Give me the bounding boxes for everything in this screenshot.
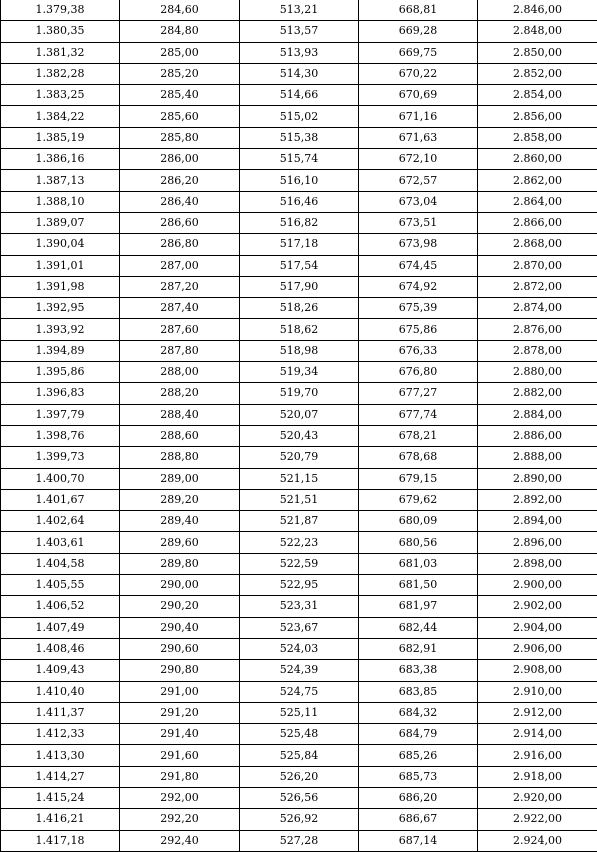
table-cell: 1.405,55 — [1, 575, 120, 596]
table-cell: 521,87 — [240, 511, 359, 532]
table-cell: 288,40 — [120, 404, 240, 425]
table-row — [1, 298, 597, 319]
table-cell: 1.411,37 — [1, 702, 120, 723]
table-cell: 685,73 — [359, 766, 478, 787]
table-cell: 290,80 — [120, 660, 240, 681]
table-row — [1, 42, 597, 63]
table-row — [1, 489, 597, 510]
table-cell: 285,80 — [120, 127, 240, 148]
table-row — [1, 170, 597, 191]
table-cell: 289,00 — [120, 468, 240, 489]
table-cell: 676,80 — [359, 362, 478, 383]
table-cell: 1.390,04 — [1, 234, 120, 255]
table-cell: 2.898,00 — [478, 553, 597, 574]
table-cell: 678,21 — [359, 425, 478, 446]
table-cell: 285,20 — [120, 63, 240, 84]
table-cell: 1.412,33 — [1, 724, 120, 745]
table-cell: 2.890,00 — [478, 468, 597, 489]
table-cell: 289,60 — [120, 532, 240, 553]
table-row — [1, 638, 597, 659]
table-cell: 514,66 — [240, 85, 359, 106]
table-cell: 291,20 — [120, 702, 240, 723]
table-row — [1, 575, 597, 596]
table-cell: 679,62 — [359, 489, 478, 510]
table-row — [1, 149, 597, 170]
table-cell: 675,39 — [359, 298, 478, 319]
table-cell: 524,03 — [240, 638, 359, 659]
table-cell: 520,79 — [240, 447, 359, 468]
table-cell: 288,20 — [120, 383, 240, 404]
table-cell: 291,80 — [120, 766, 240, 787]
table-row — [1, 63, 597, 84]
table-cell: 686,20 — [359, 787, 478, 808]
table-cell: 686,67 — [359, 809, 478, 830]
table-cell: 523,31 — [240, 596, 359, 617]
table-cell: 670,22 — [359, 63, 478, 84]
table-cell: 1.396,83 — [1, 383, 120, 404]
table-cell: 681,50 — [359, 575, 478, 596]
table-cell: 2.884,00 — [478, 404, 597, 425]
table-cell: 2.908,00 — [478, 660, 597, 681]
table-cell: 287,80 — [120, 340, 240, 361]
table-cell: 2.846,00 — [478, 0, 597, 21]
table-row — [1, 511, 597, 532]
table-cell: 1.401,67 — [1, 489, 120, 510]
table-cell: 516,46 — [240, 191, 359, 212]
table-row — [1, 362, 597, 383]
table-cell: 669,75 — [359, 42, 478, 63]
table-cell: 681,97 — [359, 596, 478, 617]
table-cell: 2.852,00 — [478, 63, 597, 84]
table-cell: 527,28 — [240, 830, 359, 851]
table-row — [1, 0, 597, 21]
table-cell: 288,60 — [120, 425, 240, 446]
table-cell: 2.866,00 — [478, 212, 597, 233]
table-cell: 520,07 — [240, 404, 359, 425]
table-cell: 518,26 — [240, 298, 359, 319]
table-row — [1, 830, 597, 851]
table-cell: 525,11 — [240, 702, 359, 723]
table-row — [1, 255, 597, 276]
table-cell: 2.900,00 — [478, 575, 597, 596]
table-row — [1, 766, 597, 787]
table-cell: 518,98 — [240, 340, 359, 361]
table-cell: 2.882,00 — [478, 383, 597, 404]
table-cell: 2.912,00 — [478, 702, 597, 723]
table-cell: 515,38 — [240, 127, 359, 148]
table-cell: 1.382,28 — [1, 63, 120, 84]
table-cell: 1.404,58 — [1, 553, 120, 574]
table-cell: 286,00 — [120, 149, 240, 170]
table-cell: 517,18 — [240, 234, 359, 255]
table-cell: 2.894,00 — [478, 511, 597, 532]
table-cell: 1.389,07 — [1, 212, 120, 233]
table-cell: 1.409,43 — [1, 660, 120, 681]
table-cell: 2.920,00 — [478, 787, 597, 808]
table-cell: 673,51 — [359, 212, 478, 233]
table-cell: 515,02 — [240, 106, 359, 127]
table-cell: 2.888,00 — [478, 447, 597, 468]
table-cell: 1.408,46 — [1, 638, 120, 659]
table-row — [1, 809, 597, 830]
table-cell: 1.391,98 — [1, 276, 120, 297]
table-row — [1, 745, 597, 766]
table-cell: 286,20 — [120, 170, 240, 191]
table-cell: 1.416,21 — [1, 809, 120, 830]
table-row — [1, 106, 597, 127]
table-cell: 286,40 — [120, 191, 240, 212]
table-cell: 289,20 — [120, 489, 240, 510]
table-cell: 519,70 — [240, 383, 359, 404]
table-cell: 2.860,00 — [478, 149, 597, 170]
table-cell: 287,60 — [120, 319, 240, 340]
table-cell: 1.379,38 — [1, 0, 120, 21]
table-cell: 675,86 — [359, 319, 478, 340]
table-row — [1, 212, 597, 233]
table-cell: 682,44 — [359, 617, 478, 638]
table-cell: 520,43 — [240, 425, 359, 446]
table-row — [1, 404, 597, 425]
table-cell: 1.381,32 — [1, 42, 120, 63]
table-cell: 2.910,00 — [478, 681, 597, 702]
table-cell: 672,10 — [359, 149, 478, 170]
table-cell: 521,15 — [240, 468, 359, 489]
table-cell: 290,20 — [120, 596, 240, 617]
table-cell: 2.868,00 — [478, 234, 597, 255]
table-cell: 1.393,92 — [1, 319, 120, 340]
table-cell: 679,15 — [359, 468, 478, 489]
table-cell: 680,09 — [359, 511, 478, 532]
table-cell: 1.407,49 — [1, 617, 120, 638]
table-row — [1, 724, 597, 745]
table-cell: 513,57 — [240, 21, 359, 42]
table-cell: 288,80 — [120, 447, 240, 468]
table-cell: 2.850,00 — [478, 42, 597, 63]
table-cell: 677,27 — [359, 383, 478, 404]
table-cell: 1.387,13 — [1, 170, 120, 191]
table-cell: 1.385,19 — [1, 127, 120, 148]
table-cell: 513,21 — [240, 0, 359, 21]
table-cell: 683,38 — [359, 660, 478, 681]
table-cell: 517,90 — [240, 276, 359, 297]
table-row — [1, 681, 597, 702]
table-cell: 2.904,00 — [478, 617, 597, 638]
table-cell: 284,60 — [120, 0, 240, 21]
table-cell: 1.394,89 — [1, 340, 120, 361]
table-cell: 290,00 — [120, 575, 240, 596]
table-cell: 526,20 — [240, 766, 359, 787]
table-row — [1, 787, 597, 808]
table-cell: 284,80 — [120, 21, 240, 42]
table-row — [1, 532, 597, 553]
table-cell: 671,16 — [359, 106, 478, 127]
table-cell: 522,23 — [240, 532, 359, 553]
table-cell: 1.413,30 — [1, 745, 120, 766]
table-row — [1, 447, 597, 468]
table-cell: 671,63 — [359, 127, 478, 148]
table-cell: 526,92 — [240, 809, 359, 830]
table-cell: 2.914,00 — [478, 724, 597, 745]
table-cell: 1.391,01 — [1, 255, 120, 276]
table-cell: 2.872,00 — [478, 276, 597, 297]
table-cell: 2.892,00 — [478, 489, 597, 510]
table-cell: 678,68 — [359, 447, 478, 468]
table-cell: 289,80 — [120, 553, 240, 574]
table-cell: 291,40 — [120, 724, 240, 745]
table-cell: 1.386,16 — [1, 149, 120, 170]
table-cell: 292,40 — [120, 830, 240, 851]
table-cell: 685,26 — [359, 745, 478, 766]
table-row — [1, 596, 597, 617]
table-cell: 287,20 — [120, 276, 240, 297]
table-cell: 524,39 — [240, 660, 359, 681]
table-cell: 525,84 — [240, 745, 359, 766]
table-cell: 2.854,00 — [478, 85, 597, 106]
table-cell: 1.415,24 — [1, 787, 120, 808]
table-cell: 514,30 — [240, 63, 359, 84]
table-cell: 290,40 — [120, 617, 240, 638]
table-cell: 681,03 — [359, 553, 478, 574]
table-cell: 1.403,61 — [1, 532, 120, 553]
table-body — [1, 0, 597, 851]
table-cell: 1.400,70 — [1, 468, 120, 489]
table-row — [1, 127, 597, 148]
table-cell: 292,00 — [120, 787, 240, 808]
table-cell: 292,20 — [120, 809, 240, 830]
table-cell: 680,56 — [359, 532, 478, 553]
table-cell: 684,79 — [359, 724, 478, 745]
table-row — [1, 617, 597, 638]
table-cell: 521,51 — [240, 489, 359, 510]
table-cell: 1.380,35 — [1, 21, 120, 42]
table-cell: 525,48 — [240, 724, 359, 745]
table-cell: 522,59 — [240, 553, 359, 574]
table-cell: 518,62 — [240, 319, 359, 340]
table-cell: 687,14 — [359, 830, 478, 851]
table-cell: 670,69 — [359, 85, 478, 106]
table-cell: 285,40 — [120, 85, 240, 106]
table-cell: 1.406,52 — [1, 596, 120, 617]
table-cell: 2.902,00 — [478, 596, 597, 617]
table-cell: 2.918,00 — [478, 766, 597, 787]
table-cell: 522,95 — [240, 575, 359, 596]
table-row — [1, 425, 597, 446]
table-cell: 287,40 — [120, 298, 240, 319]
table-cell: 2.848,00 — [478, 21, 597, 42]
table-cell: 286,80 — [120, 234, 240, 255]
table-cell: 1.402,64 — [1, 511, 120, 532]
table-cell: 513,93 — [240, 42, 359, 63]
table-cell: 2.896,00 — [478, 532, 597, 553]
table-cell: 676,33 — [359, 340, 478, 361]
table-row — [1, 383, 597, 404]
table-row — [1, 191, 597, 212]
table-cell: 517,54 — [240, 255, 359, 276]
table-cell: 1.417,18 — [1, 830, 120, 851]
table-cell: 677,74 — [359, 404, 478, 425]
table-row — [1, 660, 597, 681]
table-cell: 2.870,00 — [478, 255, 597, 276]
table-cell: 285,60 — [120, 106, 240, 127]
table-cell: 285,00 — [120, 42, 240, 63]
table-cell: 1.388,10 — [1, 191, 120, 212]
table-cell: 515,74 — [240, 149, 359, 170]
table-cell: 2.856,00 — [478, 106, 597, 127]
table-cell: 524,75 — [240, 681, 359, 702]
table-cell: 2.878,00 — [478, 340, 597, 361]
table-cell: 2.876,00 — [478, 319, 597, 340]
table-cell: 2.880,00 — [478, 362, 597, 383]
table-cell: 684,32 — [359, 702, 478, 723]
table-cell: 1.392,95 — [1, 298, 120, 319]
table-cell: 2.862,00 — [478, 170, 597, 191]
table-cell: 2.886,00 — [478, 425, 597, 446]
table-row — [1, 340, 597, 361]
table-cell: 1.397,79 — [1, 404, 120, 425]
table-cell: 290,60 — [120, 638, 240, 659]
table-cell: 674,45 — [359, 255, 478, 276]
table-cell: 668,81 — [359, 0, 478, 21]
table-cell: 291,00 — [120, 681, 240, 702]
table-cell: 673,98 — [359, 234, 478, 255]
table-row — [1, 319, 597, 340]
table-cell: 1.414,27 — [1, 766, 120, 787]
table-cell: 1.383,25 — [1, 85, 120, 106]
table-cell: 682,91 — [359, 638, 478, 659]
table-cell: 519,34 — [240, 362, 359, 383]
table-cell: 516,10 — [240, 170, 359, 191]
table-cell: 1.410,40 — [1, 681, 120, 702]
table-cell: 289,40 — [120, 511, 240, 532]
table-row — [1, 702, 597, 723]
table-cell: 2.874,00 — [478, 298, 597, 319]
table-cell: 2.906,00 — [478, 638, 597, 659]
table-cell: 2.916,00 — [478, 745, 597, 766]
table-row — [1, 21, 597, 42]
table-row — [1, 276, 597, 297]
table-row — [1, 553, 597, 574]
table-cell: 1.398,76 — [1, 425, 120, 446]
table-cell: 2.922,00 — [478, 809, 597, 830]
table-cell: 2.924,00 — [478, 830, 597, 851]
table-cell: 291,60 — [120, 745, 240, 766]
table-cell: 669,28 — [359, 21, 478, 42]
table-cell: 286,60 — [120, 212, 240, 233]
table-row — [1, 468, 597, 489]
table-cell: 672,57 — [359, 170, 478, 191]
table-cell: 2.858,00 — [478, 127, 597, 148]
table-cell: 288,00 — [120, 362, 240, 383]
table-cell: 1.399,73 — [1, 447, 120, 468]
table-cell: 683,85 — [359, 681, 478, 702]
table-cell: 526,56 — [240, 787, 359, 808]
table-cell: 516,82 — [240, 212, 359, 233]
table-cell: 673,04 — [359, 191, 478, 212]
table-cell: 1.384,22 — [1, 106, 120, 127]
table-cell: 1.395,86 — [1, 362, 120, 383]
table-row — [1, 85, 597, 106]
table-cell: 523,67 — [240, 617, 359, 638]
table-row — [1, 234, 597, 255]
table-cell: 674,92 — [359, 276, 478, 297]
table-cell: 287,00 — [120, 255, 240, 276]
table-cell: 2.864,00 — [478, 191, 597, 212]
